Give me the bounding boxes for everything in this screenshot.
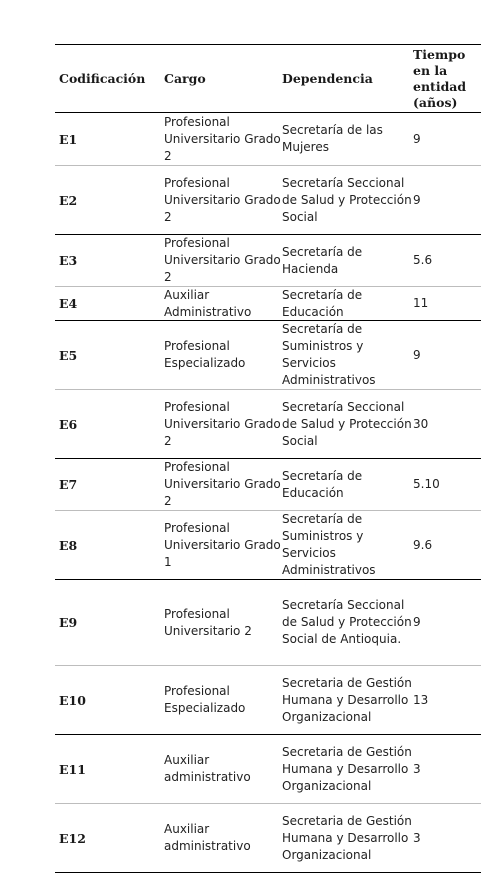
table-row	[55, 287, 481, 321]
table-row	[55, 235, 481, 287]
header-codificacion: Codificación	[59, 70, 146, 86]
table-row	[55, 511, 481, 580]
cell-code: E9	[59, 615, 78, 630]
cell-dependencia: Secretaría de Educación	[282, 287, 363, 319]
cell-cargo: Profesional Universitario 2	[164, 606, 252, 638]
cell-dependencia: Secretaría de las Mujeres	[282, 123, 383, 154]
cell-dependencia: Secretaría de Hacienda	[282, 244, 363, 276]
table-row	[55, 580, 481, 666]
cell-cargo: Auxiliar Administrativo	[164, 287, 252, 319]
cell-cargo: Auxiliar administrativo	[164, 753, 251, 784]
table-row	[55, 390, 481, 459]
cell-dependencia: Secretaría de Suministros y Servicios Administrativos	[282, 322, 376, 387]
cell-code: E4	[59, 296, 78, 311]
table-row	[55, 113, 481, 166]
table-row	[55, 804, 481, 873]
cell-code: E3	[59, 253, 78, 268]
cell-tiempo: 9	[413, 347, 421, 362]
cell-code: E11	[59, 761, 86, 777]
cell-cargo: Profesional Universitario Grado 2	[164, 175, 281, 224]
cell-dependencia: Secretaría Seccional de Salud y Protección Social	[282, 175, 412, 224]
cell-dependencia: Secretaría Seccional de Salud y Protección Social	[282, 399, 412, 448]
cell-tiempo: 9	[413, 615, 421, 629]
header-dependencia: Dependencia	[282, 70, 373, 86]
cell-code: E7	[59, 477, 78, 492]
header-tiempo: Tiempo en la entidad (años)	[413, 46, 467, 110]
cell-dependencia: Secretaría Seccional de Salud y Protección Social de Antioquia.	[282, 598, 412, 646]
cell-cargo: Profesional Especializado	[164, 684, 246, 715]
header-cargo: Cargo	[164, 70, 206, 86]
table-row	[55, 321, 481, 390]
cell-dependencia: Secretaria de Gestión Humana y Desarrollo Organizacional	[282, 813, 412, 862]
cell-tiempo: 11	[413, 296, 429, 310]
cell-tiempo: 9	[413, 131, 421, 146]
table-header	[55, 44, 481, 113]
cell-dependencia: Secretaría de Suministros y Servicios Administrativos	[282, 512, 376, 577]
cell-cargo: Profesional Universitario Grado 1	[164, 520, 281, 569]
cell-dependencia: Secretaria de Gestión Humana y Desarrollo Organizacional	[282, 675, 412, 724]
table-row	[55, 666, 481, 735]
table-row	[55, 735, 481, 804]
cell-code: E8	[59, 537, 78, 553]
cell-dependencia: Secretaría de Educación	[282, 468, 363, 500]
cell-code: E1	[59, 131, 78, 147]
cell-cargo: Profesional Universitario Grado 2	[164, 460, 281, 508]
table-row	[55, 166, 481, 235]
cell-cargo: Profesional Especializado	[164, 339, 246, 370]
cell-tiempo: 3	[413, 761, 421, 776]
cell-cargo: Profesional Universitario Grado 2	[164, 399, 281, 448]
cell-code: E5	[59, 347, 78, 363]
cell-cargo: Profesional Universitario Grado 2	[164, 236, 281, 284]
data-table	[55, 44, 481, 873]
cell-cargo: Auxiliar administrativo	[164, 822, 251, 853]
cell-tiempo: 9.6	[413, 537, 433, 552]
cell-code: E6	[59, 416, 78, 432]
cell-cargo: Profesional Universitario Grado 2	[164, 114, 281, 163]
cell-code: E2	[59, 192, 78, 208]
cell-tiempo: 9	[413, 192, 421, 207]
cell-tiempo: 5.6	[413, 253, 433, 267]
cell-tiempo: 13	[413, 692, 429, 707]
cell-code: E10	[59, 692, 86, 708]
cell-dependencia: Secretaria de Gestión Humana y Desarrollo Organizacional	[282, 744, 412, 793]
table-row	[55, 459, 481, 511]
cell-code: E12	[59, 830, 86, 846]
cell-tiempo: 5.10	[413, 477, 440, 491]
cell-tiempo: 3	[413, 830, 421, 845]
cell-tiempo: 30	[413, 416, 429, 431]
